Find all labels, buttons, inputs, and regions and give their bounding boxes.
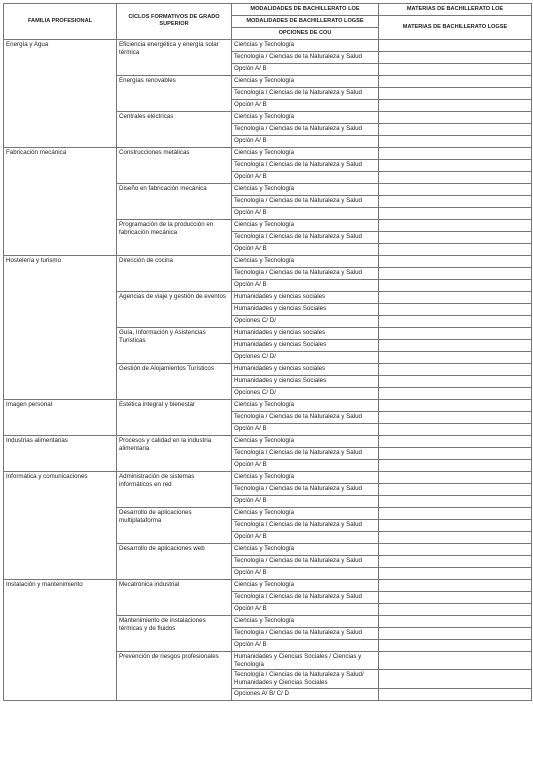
modalidad-cell: Tecnología / Ciencias de la Naturaleza y Salud (232, 123, 379, 135)
modalidad-cell: Ciencias y Tecnología (232, 471, 379, 483)
materias-cell (379, 459, 532, 471)
ciclo-cell: Desarrollo de aplicaciones multiplataforma (117, 507, 232, 543)
modalidad-cell: Tecnología / Ciencias de la Naturaleza y Salud (232, 231, 379, 243)
materias-cell (379, 471, 532, 483)
table-row (4, 399, 532, 411)
modalidad-cell: Opciones C/ D/ (232, 387, 379, 399)
header-opciones-cou: OPCIONES DE COU (232, 27, 379, 39)
materias-cell (379, 387, 532, 399)
modalidad-cell: Ciencias y Tecnología (232, 579, 379, 591)
ciclo-cell: Prevención de riesgos profesionales (117, 651, 232, 700)
modalidad-cell: Opción A/ B (232, 459, 379, 471)
modalidad-cell: Opción A/ B (232, 495, 379, 507)
modalidad-cell: Tecnología / Ciencias de la Naturaleza y Salud (232, 267, 379, 279)
materias-cell (379, 651, 532, 670)
materias-cell (379, 670, 532, 689)
materias-cell (379, 375, 532, 387)
familia-cell: Hostelería y turismo (4, 255, 117, 399)
ciclo-cell: Guía, Información y Asistencias Turísticas (117, 327, 232, 363)
modalidad-cell: Humanidades y ciencias sociales (232, 363, 379, 375)
modalidad-cell: Opción A/ B (232, 603, 379, 615)
ciclo-cell: Agencias de viaje y gestión de eventos (117, 291, 232, 327)
materias-cell (379, 195, 532, 207)
materias-cell (379, 63, 532, 75)
modalidad-cell: Humanidades y ciencias Sociales (232, 375, 379, 387)
modalidad-cell: Opción A/ B (232, 279, 379, 291)
ciclo-cell: Energías renovables (117, 75, 232, 111)
familia-cell: Instalación y mantenimiento (4, 579, 117, 700)
materias-cell (379, 111, 532, 123)
modalidad-cell: Opciones A/ B/ C/ D (232, 688, 379, 700)
modalidad-cell: Ciencias y Tecnología (232, 507, 379, 519)
modalidad-cell: Tecnología / Ciencias de la Naturaleza y Salud (232, 195, 379, 207)
modalidad-cell: Opción A/ B (232, 567, 379, 579)
materias-cell (379, 339, 532, 351)
modalidad-cell: Humanidades y ciencias sociales (232, 327, 379, 339)
modalidad-cell: Ciencias y Tecnología (232, 75, 379, 87)
materias-cell (379, 543, 532, 555)
materias-cell (379, 639, 532, 651)
familia-cell: Informática y comunicaciones (4, 471, 117, 579)
modalidad-cell: Tecnología / Ciencias de la Naturaleza y Salud (232, 483, 379, 495)
modalidad-cell: Ciencias y Tecnología (232, 147, 379, 159)
materias-cell (379, 399, 532, 411)
table-row (4, 471, 532, 483)
modalidad-cell: Tecnología / Ciencias de la Naturaleza y Salud (232, 159, 379, 171)
familia-cell: Fabricación mecánica (4, 147, 117, 255)
ciclo-cell: Programación de la producción en fabricación mecánica (117, 219, 232, 255)
modalidad-cell: Ciencias y Tecnología (232, 435, 379, 447)
header-mat-loe: MATERIAS DE BACHILLERATO LOE (379, 4, 532, 16)
materias-cell (379, 627, 532, 639)
ciclo-cell: Dirección de cocina (117, 255, 232, 291)
modalidad-cell: Humanidades y ciencias Sociales (232, 339, 379, 351)
materias-cell (379, 231, 532, 243)
modalidad-cell: Opción A/ B (232, 99, 379, 111)
modalidad-cell: Ciencias y Tecnología (232, 255, 379, 267)
table-row (4, 579, 532, 591)
modalidad-cell: Tecnología / Ciencias de la Naturaleza y Salud/ Humanidades y Ciencias Sociales (232, 670, 379, 689)
modalidad-cell: Ciencias y Tecnología (232, 399, 379, 411)
materias-cell (379, 75, 532, 87)
modalidad-cell: Opciones C/ D/ (232, 315, 379, 327)
materias-cell (379, 555, 532, 567)
materias-cell (379, 615, 532, 627)
modalidad-cell: Tecnología / Ciencias de la Naturaleza y Salud (232, 627, 379, 639)
modalidad-cell: Ciencias y Tecnología (232, 183, 379, 195)
modalidad-cell: Opción A/ B (232, 63, 379, 75)
ciclo-cell: Mantenimiento de instalaciones térmicas y de fluidos (117, 615, 232, 651)
modalidad-cell: Humanidades y Ciencias Sociales / Ciencias y Tecnología (232, 651, 379, 670)
materias-cell (379, 603, 532, 615)
modalidad-cell: Tecnología / Ciencias de la Naturaleza y Salud (232, 447, 379, 459)
materias-cell (379, 279, 532, 291)
ciclo-cell: Centrales eléctricas (117, 111, 232, 147)
table-row (4, 435, 532, 447)
familia-cell: Energía y Agua (4, 39, 117, 147)
materias-cell (379, 315, 532, 327)
modalidad-cell: Opción A/ B (232, 207, 379, 219)
materias-cell (379, 243, 532, 255)
ciclo-cell: Eficiencia energética y energía solar térmica (117, 39, 232, 75)
familia-cell: Imagen personal (4, 399, 117, 435)
modalidad-cell: Opción A/ B (232, 639, 379, 651)
ciclo-cell: Procesos y calidad en la industria alimentaria (117, 435, 232, 471)
modalidad-cell: Tecnología / Ciencias de la Naturaleza y Salud (232, 555, 379, 567)
modalidad-cell: Humanidades y ciencias sociales (232, 291, 379, 303)
materias-cell (379, 519, 532, 531)
header-ciclos: CICLOS FORMATIVOS DE GRADO SUPERIOR (117, 4, 232, 40)
ciclo-cell: Gestión de Alojamientos Turísticos (117, 363, 232, 399)
modalidad-cell: Ciencias y Tecnología (232, 111, 379, 123)
modalidad-cell: Ciencias y Tecnología (232, 39, 379, 51)
materias-cell (379, 567, 532, 579)
materias-cell (379, 267, 532, 279)
materias-cell (379, 591, 532, 603)
materias-cell (379, 99, 532, 111)
materias-cell (379, 447, 532, 459)
materias-cell (379, 483, 532, 495)
modalidad-cell: Ciencias y Tecnología (232, 615, 379, 627)
materias-cell (379, 183, 532, 195)
modalidad-cell: Humanidades y ciencias Sociales (232, 303, 379, 315)
modalidad-cell: Ciencias y Tecnología (232, 543, 379, 555)
header-mat-logse: MATERIAS DE BACHILLERATO LOGSE (379, 15, 532, 39)
modalidad-cell: Tecnología / Ciencias de la Naturaleza y Salud (232, 411, 379, 423)
header-familia: FAMILIA PROFESIONAL (4, 4, 117, 40)
modalidad-cell: Opción A/ B (232, 135, 379, 147)
table-row (4, 147, 532, 159)
modalidad-cell: Ciencias y Tecnología (232, 219, 379, 231)
materias-cell (379, 171, 532, 183)
materias-cell (379, 507, 532, 519)
materias-cell (379, 39, 532, 51)
header-mod-loe: MODALIDADES DE BACHILLERATO LOE (232, 4, 379, 16)
materias-cell (379, 255, 532, 267)
ciclo-cell: Diseño en fabricación mecánica (117, 183, 232, 219)
materias-cell (379, 495, 532, 507)
ciclo-cell: Administración de sistemas informáticos en red (117, 471, 232, 507)
table-row (4, 255, 532, 267)
ciclo-cell: Estética integral y bienestar (117, 399, 232, 435)
materias-cell (379, 147, 532, 159)
header-mod-logse: MODALIDADES DE BACHILLERATO LOGSE (232, 15, 379, 27)
table-body (4, 39, 532, 700)
materias-cell (379, 531, 532, 543)
materias-cell (379, 87, 532, 99)
materias-cell (379, 327, 532, 339)
modalidad-cell: Opción A/ B (232, 531, 379, 543)
materias-cell (379, 51, 532, 63)
table-row (4, 39, 532, 51)
materias-cell (379, 688, 532, 700)
modalidad-cell: Opciones C/ D/ (232, 351, 379, 363)
ciclo-cell: Desarrollo de aplicaciones web (117, 543, 232, 579)
ciclo-cell: Construcciones metálicas (117, 147, 232, 183)
materias-cell (379, 303, 532, 315)
modalidad-cell: Tecnología / Ciencias de la Naturaleza y Salud (232, 519, 379, 531)
modalidad-cell: Opción A/ B (232, 243, 379, 255)
modalidad-cell: Opción A/ B (232, 171, 379, 183)
modalidad-cell: Opción A/ B (232, 423, 379, 435)
materias-cell (379, 579, 532, 591)
materias-cell (379, 423, 532, 435)
familia-cell: Industrias alimentarias (4, 435, 117, 471)
materias-cell (379, 219, 532, 231)
modalidad-cell: Tecnología / Ciencias de la Naturaleza y Salud (232, 51, 379, 63)
materias-cell (379, 207, 532, 219)
materias-cell (379, 123, 532, 135)
materias-cell (379, 291, 532, 303)
materias-cell (379, 435, 532, 447)
materias-cell (379, 363, 532, 375)
materias-cell (379, 351, 532, 363)
modalidad-cell: Tecnología / Ciencias de la Naturaleza y Salud (232, 591, 379, 603)
equivalence-table (3, 3, 532, 701)
ciclo-cell: Mecatrónica industrial (117, 579, 232, 615)
materias-cell (379, 159, 532, 171)
materias-cell (379, 411, 532, 423)
modalidad-cell: Tecnología / Ciencias de la Naturaleza y Salud (232, 87, 379, 99)
materias-cell (379, 135, 532, 147)
